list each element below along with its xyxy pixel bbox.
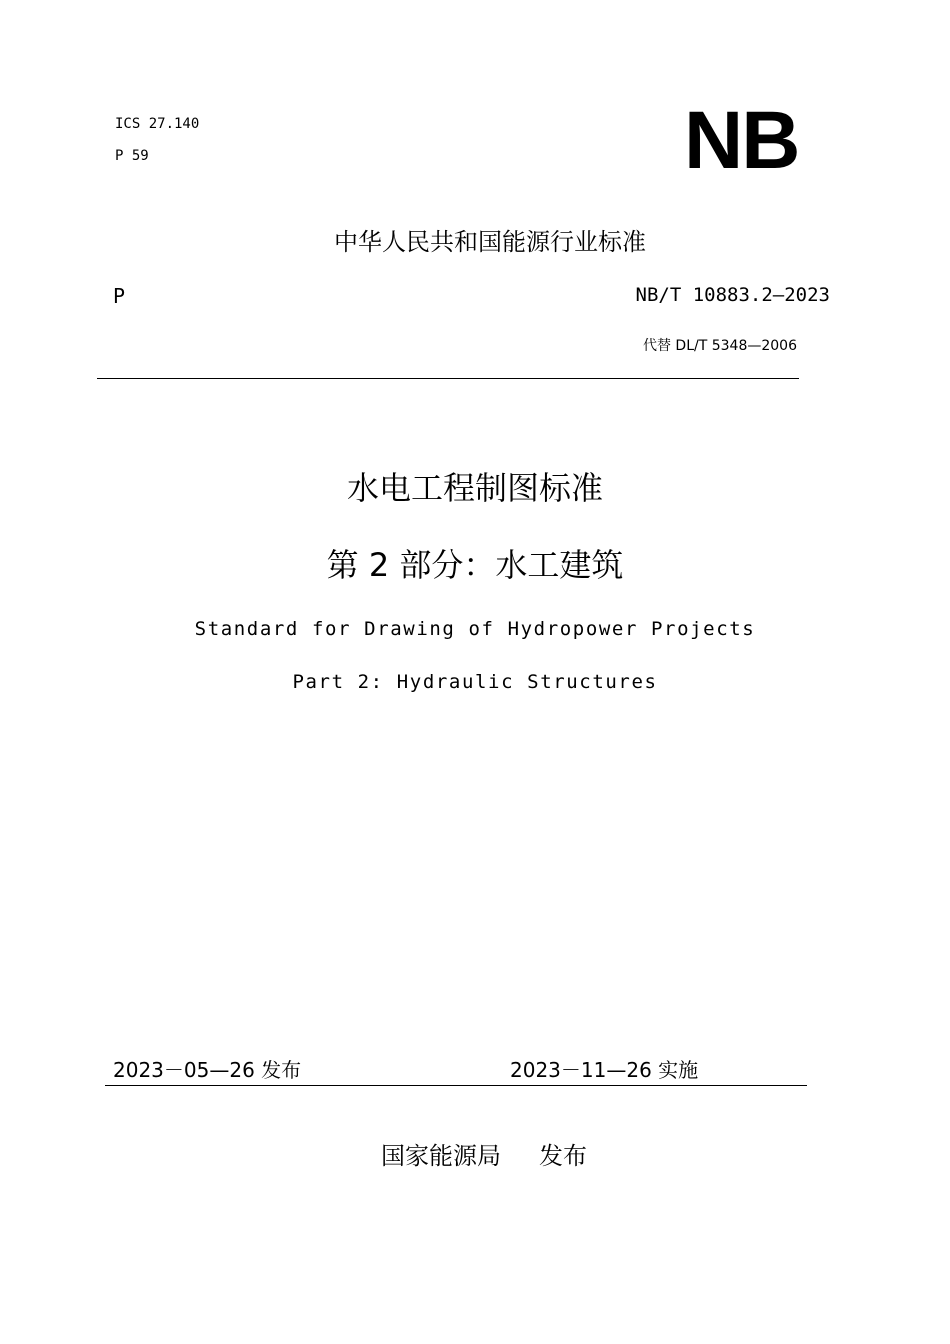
top-divider bbox=[97, 378, 799, 379]
implementation-date: 2023－11—26 实施 bbox=[510, 1058, 699, 1082]
ics-code: ICS 27.140 bbox=[115, 116, 200, 132]
publisher-line bbox=[381, 1136, 587, 1171]
english-title: Standard for Drawing of Hydropower Projects bbox=[194, 618, 756, 640]
standard-number: NB/T 10883.2—2023 bbox=[635, 284, 830, 306]
publisher-name: 国家能源局 bbox=[381, 1142, 501, 1170]
issue-date: 2023－05—26 发布 bbox=[113, 1058, 302, 1082]
publisher-action: 发布 bbox=[539, 1142, 587, 1170]
replaces-standard: 代替 DL/T 5348—2006 bbox=[642, 338, 797, 354]
category-letter: P bbox=[113, 284, 126, 308]
nb-logo: NB bbox=[684, 95, 799, 186]
chinese-title: 水电工程制图标准 bbox=[346, 469, 603, 507]
classification-code: P 59 bbox=[115, 148, 149, 164]
chinese-subtitle: 第 2 部分：水工建筑 bbox=[326, 546, 624, 584]
industry-standard-heading: 中华人民共和国能源行业标准 bbox=[334, 228, 646, 256]
bottom-divider bbox=[105, 1085, 807, 1086]
english-subtitle: Part 2: Hydraulic Structures bbox=[292, 671, 658, 693]
